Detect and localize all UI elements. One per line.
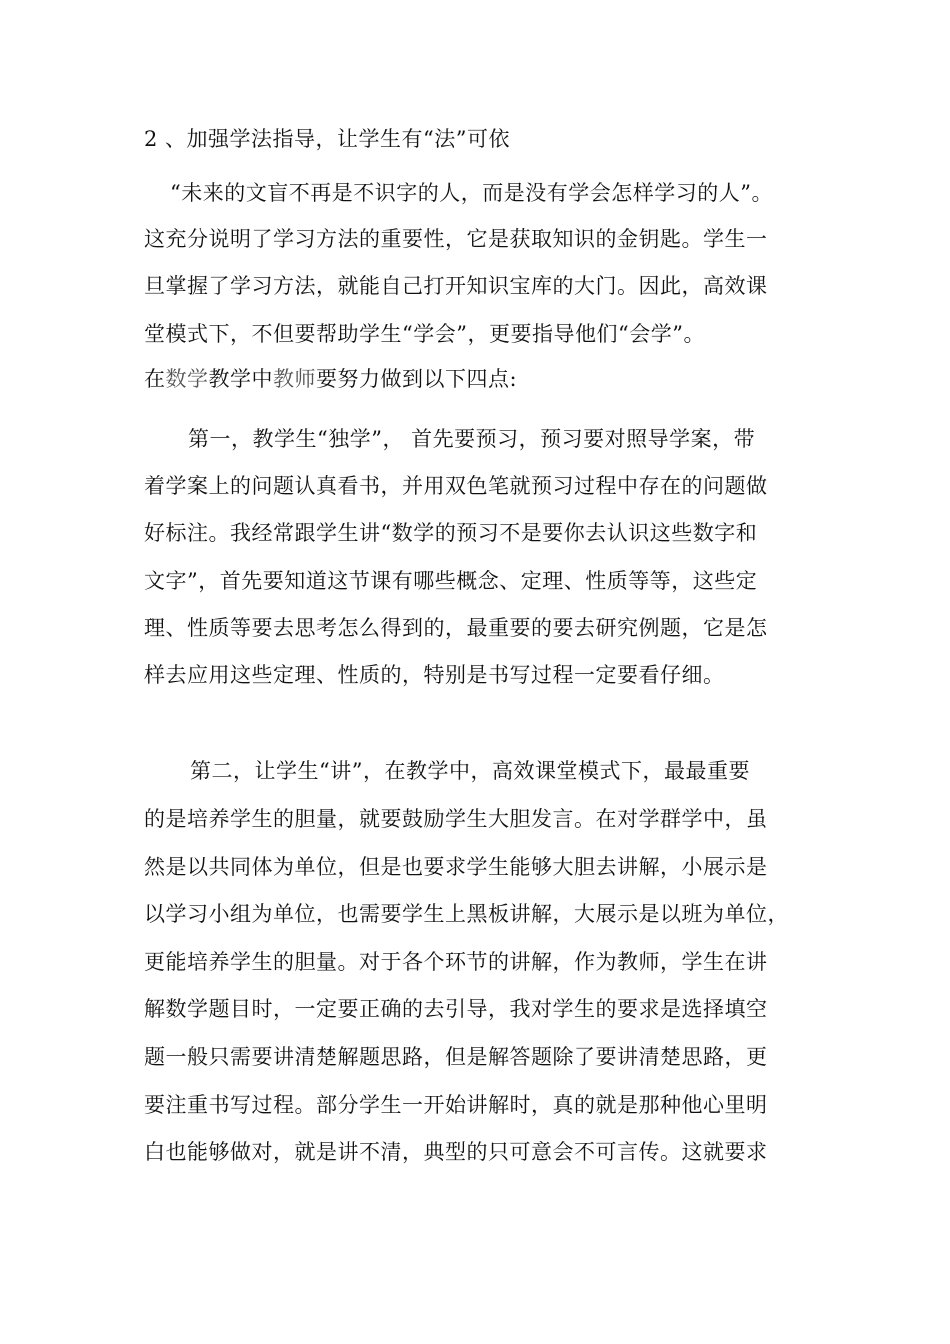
paragraph-line: 的是培养学生的胆量，就要鼓励学生大胆发言。在对学群学中，虽 (144, 807, 768, 831)
paragraph-line: 堂模式下，不但要帮助学生“学会”，更要指导他们“会学”。 (144, 322, 705, 346)
paragraph-line: 白也能够做对，就是讲不清，典型的只可意会不可言传。这就要求 (144, 1140, 768, 1164)
paragraph-line: 解数学题目时，一定要正确的去引导，我对学生的要求是选择填空 (144, 997, 768, 1021)
paragraph-line: 理、性质等要去思考怎么得到的，最重要的要去研究例题，它是怎 (144, 616, 768, 640)
paragraph-line: 第一，教学生“独学”， 首先要预习，预习要对照导学案，带 (188, 427, 756, 451)
four-points-line (144, 364, 517, 394)
text-segment: 在 (144, 367, 166, 391)
paragraph-line: 这充分说明了学习方法的重要性，它是获取知识的金钥匙。学生一 (144, 227, 768, 251)
paragraph-line: 着学案上的问题认真看书，并用双色笔就预习过程中存在的问题做 (144, 474, 768, 498)
paragraph-line: 题一般只需要讲清楚解题思路，但是解答题除了要讲清楚思路，更 (144, 1045, 768, 1069)
link-text-math: 数学 (165, 367, 209, 391)
paragraph-line: 样去应用这些定理、性质的，特别是书写过程一定要看仔细。 (144, 663, 725, 687)
paragraph-line: 要注重书写过程。部分学生一开始讲解时，真的就是那种他心里明 (144, 1093, 768, 1117)
link-text-teacher: 教师 (273, 367, 316, 391)
paragraph-line: 好标注。我经常跟学生讲“数学的预习不是要你去认识这些数字和 (144, 521, 758, 545)
text-segment: 要努力做到以下四点: (316, 367, 518, 391)
paragraph-line: 第二，让学生“讲”，在教学中，高效课堂模式下，最最重要 (190, 759, 750, 783)
paragraph-line: 以学习小组为单位，也需要学生上黑板讲解，大展示是以班为单位， (144, 902, 789, 926)
section-heading: 2 、加强学法指导，让学生有“法”可依 (144, 127, 511, 151)
paragraph-line: 文字”，首先要知道这节课有哪些概念、定理、性质等等，这些定 (144, 569, 758, 593)
paragraph-line: 更能培养学生的胆量。对于各个环节的讲解，作为教师，学生在讲 (144, 950, 768, 974)
paragraph-line: 旦掌握了学习方法，就能自己打开知识宝库的大门。因此，高效课 (144, 274, 768, 298)
paragraph-line: 然是以共同体为单位，但是也要求学生能够大胆去讲解，小展示是 (144, 855, 768, 879)
text-segment: 教学中 (208, 367, 273, 391)
paragraph-line: “未来的文盲不再是不识字的人，而是没有学会怎样学习的人”。 (170, 181, 773, 205)
